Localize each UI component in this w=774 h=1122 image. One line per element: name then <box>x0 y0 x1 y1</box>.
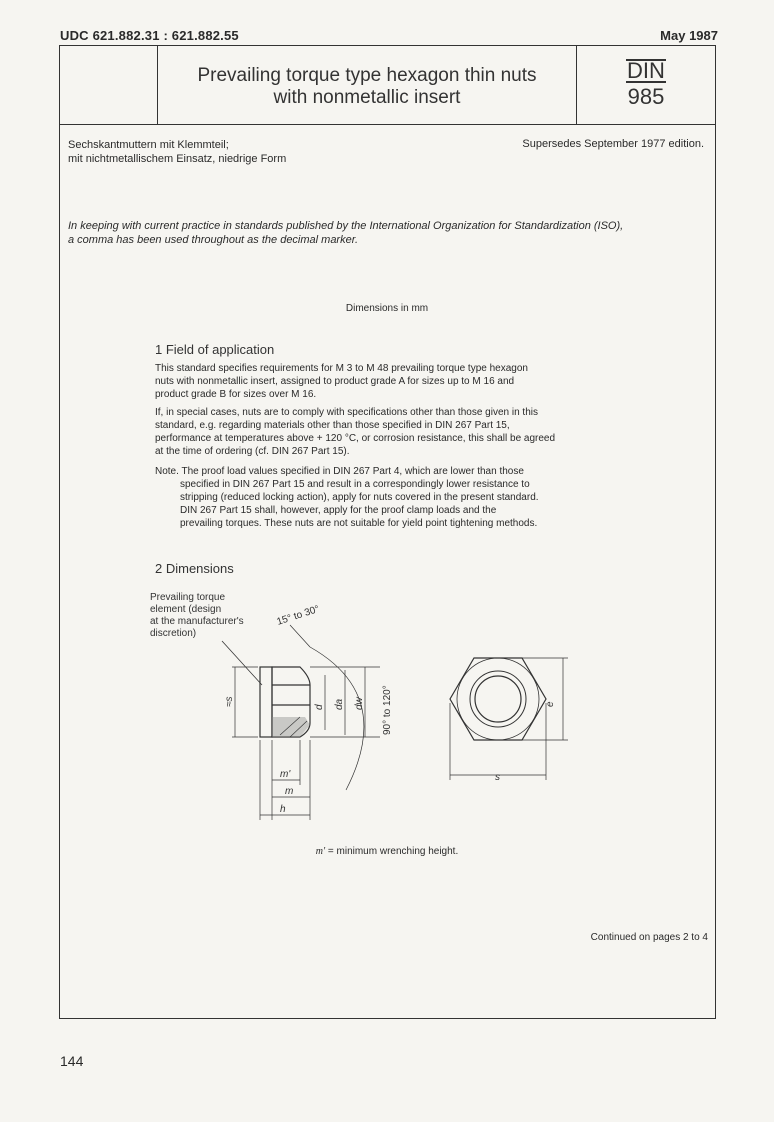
label-m: m <box>285 786 294 797</box>
para-line: nuts with nonmetallic insert, assigned to product grade A for sizes up to M 16 and <box>155 376 515 387</box>
callout-line: element (design <box>150 604 222 615</box>
din-number: 985 <box>627 84 665 109</box>
german-title-line-1: Sechskantmuttern mit Klemmteil; <box>68 139 229 151</box>
angle-label-chamfer: 15° to 30° <box>275 603 321 628</box>
nut-insert-face <box>260 667 272 737</box>
para-line: This standard specifies requirements for M 3 to M 48 prevailing torque type hexagon <box>155 363 528 374</box>
page-number: 144 <box>60 1053 84 1069</box>
note-line: stripping (reduced locking action), apply for nuts covered in the present standard. <box>180 492 539 503</box>
note-line: prevailing torques. These nuts are not suitable for yield point tightening methods. <box>180 518 538 529</box>
angle-label-bearing: 90° to 120° <box>382 685 393 735</box>
bore-circle <box>475 676 521 722</box>
callout-leader <box>222 641 262 685</box>
caption-symbol: m' <box>315 846 326 857</box>
continued-note: Continued on pages 2 to 4 <box>590 932 708 943</box>
m-prime-caption <box>0 846 774 857</box>
label-s-approx: ≈s <box>224 696 235 707</box>
document-title <box>160 65 574 109</box>
label-d: d <box>314 704 325 710</box>
title-line-1: Prevailing torque type hexagon thin nuts <box>197 65 537 86</box>
thread-circle <box>470 671 526 727</box>
header-divider-right <box>576 45 577 125</box>
bearing-circle <box>457 658 539 740</box>
note-line: specified in DIN 267 Part 15 and result in a correspondingly lower resistance to <box>180 479 530 490</box>
german-title-line-2: mit nichtmetallischem Einsatz, niedrige Form <box>68 153 287 165</box>
supersedes-note: Supersedes September 1977 edition. <box>522 138 704 150</box>
note-line: Note. The proof load values specified in DIN 267 Part 4, which are lower than those <box>155 466 524 477</box>
iso-note-line-1: In keeping with current practice in standards published by the International Organization for Standardization (ISO), <box>68 220 624 232</box>
din-block <box>578 58 714 110</box>
header-divider-left <box>157 45 158 125</box>
iso-decimal-note <box>68 219 708 247</box>
chamfer-line <box>290 625 310 647</box>
para-line: at the time of ordering (cf. DIN 267 Part 15). <box>155 446 350 457</box>
title-line-2: with nonmetallic insert <box>273 87 461 108</box>
callout-line: Prevailing torque <box>150 592 226 603</box>
callout-line: at the manufacturer's <box>150 616 244 627</box>
label-h: h <box>280 804 286 815</box>
label-e: e <box>545 701 556 707</box>
label-m-prime: m' <box>280 769 291 780</box>
iso-note-line-2: a comma has been used throughout as the decimal marker. <box>68 234 359 246</box>
para-line: standard, e.g. regarding materials other than those specified in DIN 267 Part 15, <box>155 420 510 431</box>
section-1-note <box>155 465 715 530</box>
udc-code: UDC 621.882.31 : 621.882.55 <box>60 28 239 43</box>
note-line: DIN 267 Part 15 shall, however, apply for the proof clamp loads and the <box>180 505 497 516</box>
din-label: DIN <box>627 58 665 83</box>
para-line: If, in special cases, nuts are to comply with specifications other than those given in this <box>155 407 538 418</box>
label-s: s <box>495 772 500 783</box>
nut-top-view <box>450 658 546 740</box>
callout-line: discretion) <box>150 628 197 639</box>
drawing-svg <box>150 585 580 830</box>
section-1-paragraph-2 <box>155 406 715 458</box>
page-frame <box>59 45 716 1019</box>
angle-arc <box>310 647 364 790</box>
hexagon-outline <box>450 658 546 740</box>
caption-text: = minimum wrenching height. <box>325 846 459 857</box>
issue-date: May 1987 <box>660 28 718 43</box>
para-line: performance at temperatures above + 120 °C, or corrosion resistance, this shall be agreed <box>155 433 556 444</box>
nut-side-view <box>260 667 310 737</box>
para-line: product grade B for sizes over M 16. <box>155 389 317 400</box>
german-title <box>68 138 286 166</box>
nut-technical-drawing <box>150 585 580 835</box>
section-1-paragraph-1 <box>155 362 715 401</box>
dimensions-note: Dimensions in mm <box>345 303 429 314</box>
section-2-heading: 2 Dimensions <box>155 561 234 576</box>
label-dw: dw <box>354 697 365 710</box>
label-da: da <box>334 698 345 710</box>
section-1-heading: 1 Field of application <box>155 342 275 357</box>
